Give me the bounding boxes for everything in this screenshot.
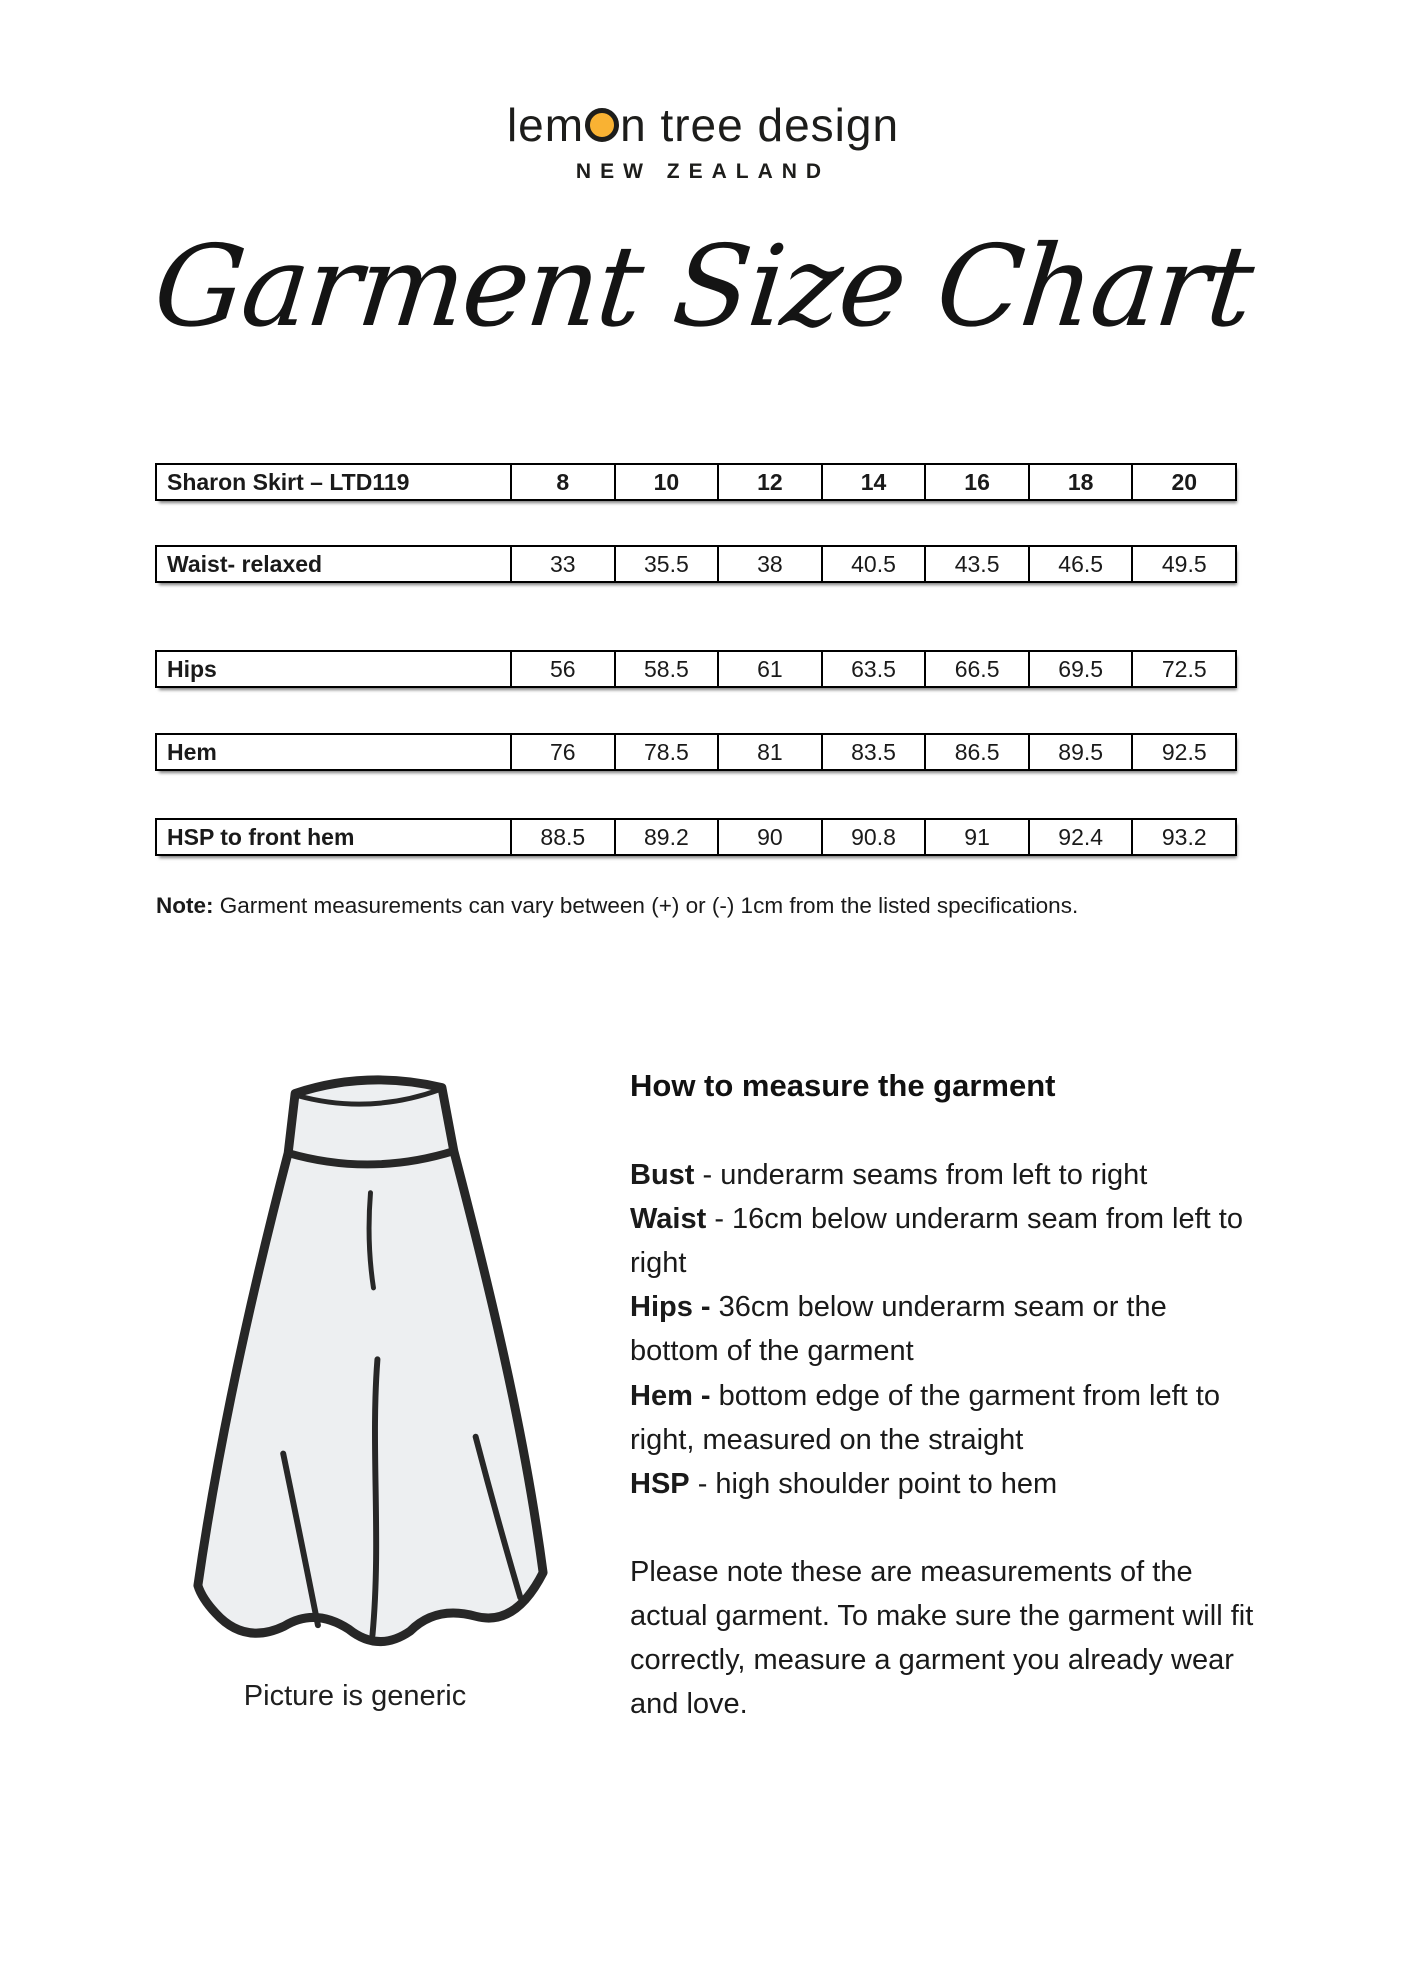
- measure-term: Hem -: [630, 1379, 711, 1412]
- measurement-value: 88.5: [510, 820, 614, 854]
- measure-desc: 36cm below underarm seam or the bottom of the garment: [630, 1291, 1167, 1368]
- measurement-value: 92.5: [1131, 735, 1235, 769]
- measurement-value: 69.5: [1028, 652, 1132, 686]
- note-prefix: Note:: [156, 893, 214, 918]
- measure-desc: - underarm seams from left to right: [694, 1159, 1148, 1192]
- lemon-dot-icon: [585, 108, 619, 142]
- page-title: Garment Size Chart: [148, 222, 1258, 352]
- brand-text-post: n tree design: [620, 99, 900, 151]
- tolerance-note: [156, 893, 1256, 919]
- measure-note-paragraph: Please note these are measurements of the actual garment. To make sure the garment will fit correctly, measure a garment you already wear and love.: [630, 1555, 1254, 1720]
- brand-logo: [0, 98, 1406, 184]
- measurement-value: 86.5: [924, 735, 1028, 769]
- measurement-value: 66.5: [924, 652, 1028, 686]
- measurement-value: 89.5: [1028, 735, 1132, 769]
- row-label: HSP to front hem: [167, 823, 355, 850]
- measurement-value: 43.5: [924, 547, 1028, 581]
- how-to-measure-section: [630, 1062, 1262, 1726]
- how-to-measure-heading: How to measure the garment: [630, 1068, 1056, 1103]
- measurement-value: 46.5: [1028, 547, 1132, 581]
- size-col-header: 8: [510, 465, 614, 499]
- table-row-hsp: [155, 818, 1237, 856]
- brand-name: [0, 98, 1406, 152]
- brand-text-pre: lem: [506, 99, 585, 151]
- illustration-caption: Picture is generic: [243, 1680, 467, 1712]
- measure-term: Hips -: [630, 1291, 711, 1324]
- measurement-value: 33: [510, 547, 614, 581]
- table-row-waist: [155, 545, 1237, 583]
- measure-desc: - 16cm below underarm seam from left to right: [630, 1203, 1243, 1280]
- measure-item-waist: [630, 1197, 1262, 1285]
- measurement-value: 78.5: [614, 735, 718, 769]
- measurement-value: 61: [717, 652, 821, 686]
- measurement-value: 89.2: [614, 820, 718, 854]
- size-col-header: 14: [821, 465, 925, 499]
- measure-item-bust: [630, 1153, 1262, 1197]
- size-col-header: 20: [1131, 465, 1235, 499]
- measurement-value: 38: [717, 547, 821, 581]
- table-row-hem: [155, 733, 1237, 771]
- row-label: Hem: [167, 738, 217, 765]
- note-text: Garment measurements can vary between (+) or (-) 1cm from the listed specifications.: [213, 893, 1079, 918]
- skirt-illustration: [132, 1032, 607, 1647]
- size-col-header: 18: [1028, 465, 1132, 499]
- brand-country: NEW ZEALAND: [575, 160, 831, 183]
- measurement-value: 76: [510, 735, 614, 769]
- measurement-value: 63.5: [821, 652, 925, 686]
- measure-term: HSP: [630, 1467, 690, 1500]
- size-col-header: 10: [614, 465, 718, 499]
- measurement-value: 40.5: [821, 547, 925, 581]
- measurement-value: 35.5: [614, 547, 718, 581]
- measurement-value: 72.5: [1131, 652, 1235, 686]
- size-col-header: 16: [924, 465, 1028, 499]
- measurement-value: 83.5: [821, 735, 925, 769]
- measurement-value: 58.5: [614, 652, 718, 686]
- measure-item-hsp: [630, 1462, 1262, 1506]
- size-col-header: 12: [717, 465, 821, 499]
- table-row-hips: [155, 650, 1237, 688]
- measure-desc: - high shoulder point to hem: [689, 1467, 1058, 1500]
- product-name: Sharon Skirt – LTD119: [167, 468, 410, 495]
- measurement-value: 90: [717, 820, 821, 854]
- measurement-value: 92.4: [1028, 820, 1132, 854]
- measurement-value: 49.5: [1131, 547, 1235, 581]
- skirt-drawing-icon: [132, 1032, 607, 1647]
- measurement-value: 90.8: [821, 820, 925, 854]
- measurement-value: 91: [924, 820, 1028, 854]
- measure-desc: bottom edge of the garment from left to right, measured on the straight: [630, 1379, 1220, 1456]
- size-table-header-row: [155, 463, 1237, 501]
- measurement-value: 81: [717, 735, 821, 769]
- measure-item-hem: [630, 1374, 1262, 1462]
- row-label: Hips: [167, 655, 217, 682]
- measurement-value: 56: [510, 652, 614, 686]
- measure-item-hips: [630, 1285, 1262, 1373]
- measurement-value: 93.2: [1131, 820, 1235, 854]
- measure-term: Waist: [630, 1203, 707, 1236]
- measure-term: Bust: [630, 1159, 695, 1192]
- row-label: Waist- relaxed: [167, 550, 323, 577]
